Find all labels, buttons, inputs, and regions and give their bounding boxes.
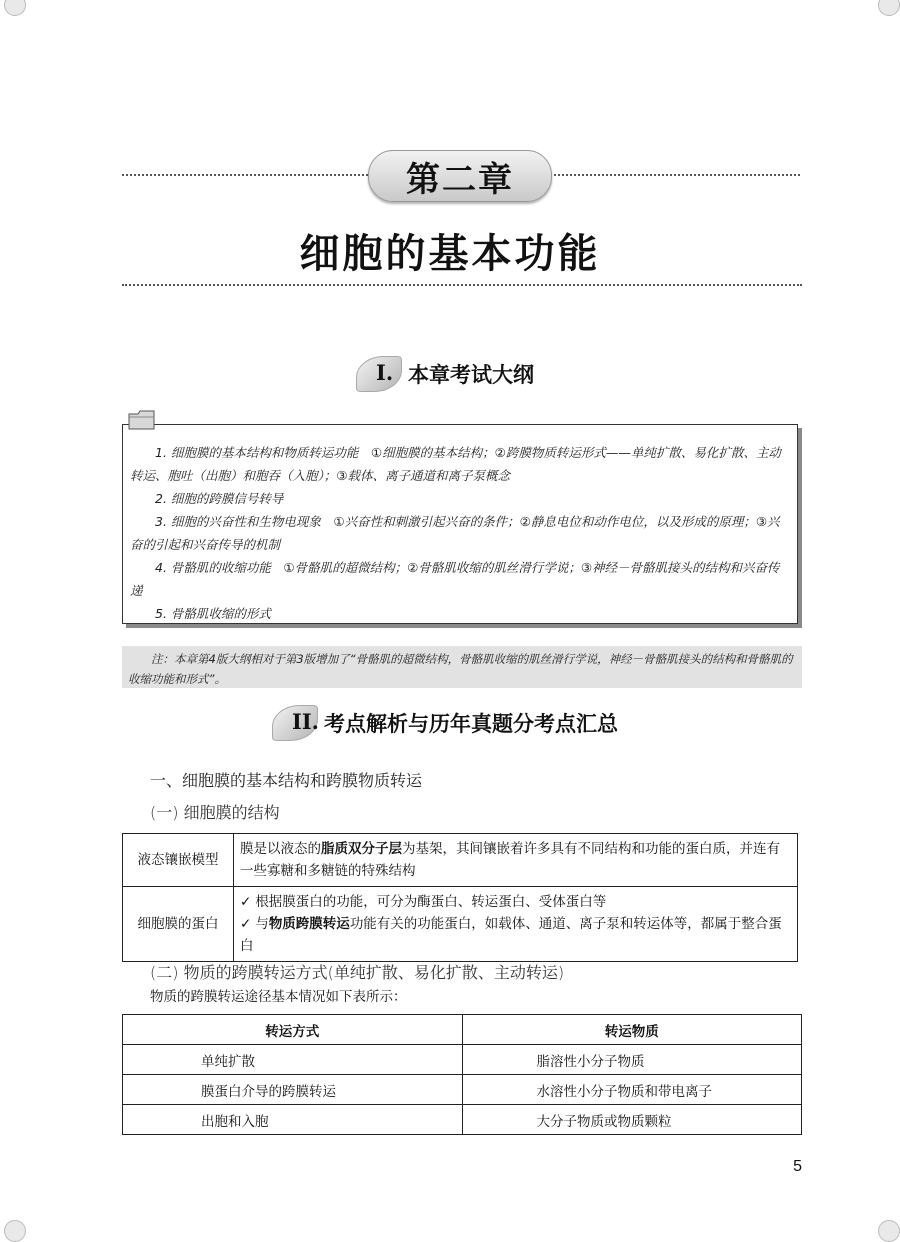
bold-term: 脂质双分子层 xyxy=(321,841,402,857)
bold-term: 物质跨膜转运 xyxy=(268,916,350,932)
row-label: 液态镶嵌模型 xyxy=(123,834,234,887)
title-divider xyxy=(122,284,802,286)
section-2-title: 考点解析与历年真题分考点汇总 xyxy=(324,711,618,736)
corner-mark-top-left xyxy=(4,0,26,16)
outline-item: 5. 骨骼肌收缩的形式 xyxy=(155,606,271,621)
chapter-divider-left xyxy=(122,174,368,176)
table-row xyxy=(123,1105,802,1135)
table-cell: 出胞和入胞 xyxy=(123,1105,463,1135)
outline-item: 1. 细胞膜的基本结构和物质转运功能 ①细胞膜的基本结构；②跨膜物质转运形式——单纯扩散、易化扩散、主动转运、胞吐（出胞）和胞吞（入胞）；③载体、离子通道和离子泵概念 xyxy=(130,445,781,483)
outline-item: 3. 细胞的兴奋性和生物电现象 ①兴奋性和刺激引起兴奋的条件；②静息电位和动作电位，以及形成的原理；③兴奋的引起和兴奋传导的机制 xyxy=(130,514,780,552)
row-content: ✓ 根据膜蛋白的功能，可分为酶蛋白、转运蛋白、受体蛋白等 ✓ 与物质跨膜转运功能有关的功能蛋白，如载体、通道、离子泵和转运体等，都属于整合蛋白 xyxy=(234,887,798,962)
check-icon: ✓ xyxy=(240,894,252,910)
column-header: 转运物质 xyxy=(462,1015,802,1045)
sub-heading-transport: (二) 物质的跨膜转运方式(单纯扩散、易化扩散、主动转运) xyxy=(150,963,565,982)
corner-mark-bottom-left xyxy=(4,1220,26,1242)
sub-heading-structure: (一) 细胞膜的结构 xyxy=(150,803,280,822)
note-box: 注：本章第4版大纲相对于第3版增加了“骨骼肌的超微结构，骨骼肌收缩的肌丝滑行学说，神经－骨骼肌接头的结构和骨骼肌的收缩功能和形式”。 xyxy=(122,646,802,688)
transport-table xyxy=(122,1014,802,1135)
table-row xyxy=(123,887,798,962)
corner-mark-top-right xyxy=(878,0,900,16)
table-cell: 水溶性小分子物质和带电离子 xyxy=(462,1075,802,1105)
column-header: 转运方式 xyxy=(123,1015,463,1045)
table-cell: 脂溶性小分子物质 xyxy=(462,1045,802,1075)
table-row xyxy=(123,834,798,887)
table-cell: 大分子物质或物质颗粒 xyxy=(462,1105,802,1135)
page-number: 5 xyxy=(793,1158,802,1175)
row-content: 膜是以液态的脂质双分子层为基架，其间镶嵌着许多具有不同结构和功能的蛋白质，并连有一些寡糖和多糖链的特殊结构 xyxy=(234,834,798,887)
chapter-label: 第二章 xyxy=(368,150,552,202)
chapter-divider-right xyxy=(550,174,800,176)
chapter-title: 细胞的基本功能 xyxy=(299,230,601,277)
check-icon: ✓ xyxy=(240,916,252,932)
leaf-icon xyxy=(356,352,404,396)
section-2-heading xyxy=(272,701,618,745)
section-1-title: 本章考试大纲 xyxy=(408,362,534,387)
section-2-number: II. xyxy=(292,709,319,734)
outline-text xyxy=(130,441,790,625)
folder-icon xyxy=(128,409,156,431)
intro-text: 物质的跨膜转运途径基本情况如下表所示： xyxy=(150,989,407,1005)
outline-item: 4. 骨骼肌的收缩功能 ①骨骼肌的超微结构；②骨骼肌收缩的肌丝滑行学说；③神经－骨骼肌接头的结构和兴奋传递 xyxy=(130,560,780,598)
table-header-row xyxy=(123,1015,802,1045)
section-1-heading xyxy=(356,352,534,396)
corner-mark-bottom-right xyxy=(878,1220,900,1242)
row-label: 细胞膜的蛋白 xyxy=(123,887,234,962)
table-row xyxy=(123,1075,802,1105)
section-1-number: I. xyxy=(376,360,394,385)
leaf-icon xyxy=(272,701,320,745)
table-cell: 单纯扩散 xyxy=(123,1045,463,1075)
outline-item: 2. 细胞的跨膜信号转导 xyxy=(155,491,284,506)
membrane-structure-table xyxy=(122,833,798,962)
subsection-title: 一、细胞膜的基本结构和跨膜物质转运 xyxy=(150,771,423,790)
table-cell: 膜蛋白介导的跨膜转运 xyxy=(123,1075,463,1105)
table-row xyxy=(123,1045,802,1075)
